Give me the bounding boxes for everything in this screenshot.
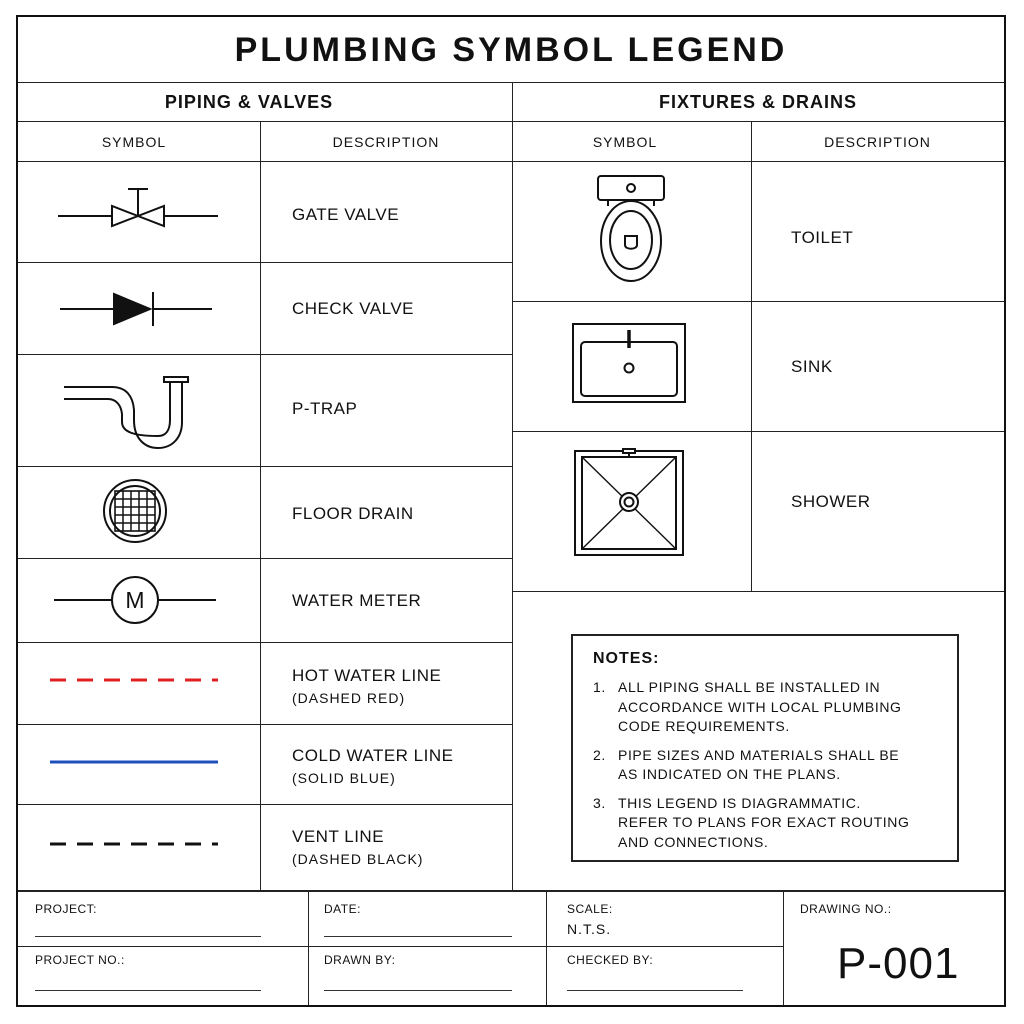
note-line: PIPE SIZES AND MATERIALS SHALL BE [618,746,900,763]
project-no-field[interactable] [35,990,261,991]
check-valve-label: CHECK VALVE [292,299,415,318]
date-label: DATE: [324,902,361,916]
p-trap-label: P-TRAP [292,399,358,418]
checked-by-label: CHECKED BY: [567,953,654,967]
vent-line-entry [292,826,423,870]
hot-water-line-entry [292,665,441,709]
scale-label: SCALE: [567,902,613,916]
vent-line-note: (DASHED BLACK) [292,851,424,867]
row-divider [18,354,512,355]
fixtures-symbol-header: SYMBOL [592,133,658,150]
piping-column-divider [260,121,261,891]
note-number: 1. [593,679,606,695]
date-field[interactable] [324,936,512,937]
checked-by-field[interactable] [567,990,743,991]
row-divider [18,466,512,467]
vent-line-icon [48,838,220,850]
notes-heading: NOTES: [593,650,660,667]
row-divider [18,804,512,805]
row-divider [512,591,1004,592]
note-text [618,746,899,785]
title-block-divider [546,890,547,1005]
row-divider [18,558,512,559]
note-line: ACCORDANCE WITH LOCAL PLUMBING [618,698,902,715]
header-divider [18,161,1004,162]
center-divider [512,82,513,891]
fixtures-column-divider [751,121,752,591]
row-divider [18,642,512,643]
shower-icon [573,447,685,557]
water-meter-icon [52,575,218,625]
project-label: PROJECT: [35,902,98,916]
vent-line-label: VENT LINE [292,827,385,846]
title-block-divider [783,890,784,1005]
piping-description-header: DESCRIPTION [332,133,440,150]
note-number: 3. [593,794,606,811]
cold-water-line-label: COLD WATER LINE [292,746,454,765]
drawn-by-label: DRAWN BY: [324,953,396,967]
scale-value: N.T.S. [567,921,612,937]
check-valve-icon [58,289,214,329]
toilet-icon [596,174,666,286]
piping-heading: PIPING & VALVES [164,91,334,112]
row-divider [18,724,512,725]
hot-water-line-icon [48,674,220,686]
drawing-no-label: DRAWING NO.: [800,902,892,916]
note-line: AND CONNECTIONS. [618,833,769,850]
sink-label: SINK [791,357,833,376]
legend-sheet [16,15,1006,1007]
sink-icon [571,322,687,404]
cold-water-line-icon [48,756,220,768]
shower-label: SHOWER [791,492,871,511]
drawing-number: P-001 [837,939,960,988]
gate-valve-icon [56,184,220,234]
fixtures-description-header: DESCRIPTION [824,133,931,150]
note-line: THIS LEGEND IS DIAGRAMMATIC. [618,794,861,811]
gate-valve-label: GATE VALVE [292,205,400,224]
note-line: CODE REQUIREMENTS. [618,718,790,734]
row-divider [512,431,1004,432]
p-trap-icon [62,374,194,452]
water-meter-letter: M [125,587,145,613]
piping-symbol-header: SYMBOL [101,133,167,150]
note-text [618,794,909,853]
project-field[interactable] [35,936,261,937]
cold-water-line-note: (SOLID BLUE) [292,770,396,786]
floor-drain-icon [102,477,170,545]
water-meter-label: WATER METER [292,591,422,610]
title-block-top [18,890,1004,892]
note-number: 2. [593,746,606,763]
cold-water-line-entry [292,745,453,789]
note-line: AS INDICATED ON THE PLANS. [618,766,841,782]
note-text [618,678,902,737]
legend-title: PLUMBING SYMBOL LEGEND [234,30,788,69]
hot-water-line-label: HOT WATER LINE [292,666,442,685]
note-item [593,794,939,853]
notes-box [571,634,959,862]
row-divider [18,262,512,263]
drawn-by-field[interactable] [324,990,512,991]
row-divider [512,301,1004,302]
title-block-divider [308,890,309,1005]
toilet-label: TOILET [791,228,854,247]
note-item [593,678,939,737]
title-block-mid [18,946,783,947]
hot-water-line-note: (DASHED RED) [292,690,406,706]
note-item [593,746,939,785]
project-no-label: PROJECT NO.: [35,953,125,967]
floor-drain-label: FLOOR DRAIN [292,504,414,523]
note-line: REFER TO PLANS FOR EXACT ROUTING [618,814,910,830]
note-line: ALL PIPING SHALL BE INSTALLED IN [618,679,881,695]
fixtures-heading: FIXTURES & DRAINS [658,91,857,112]
